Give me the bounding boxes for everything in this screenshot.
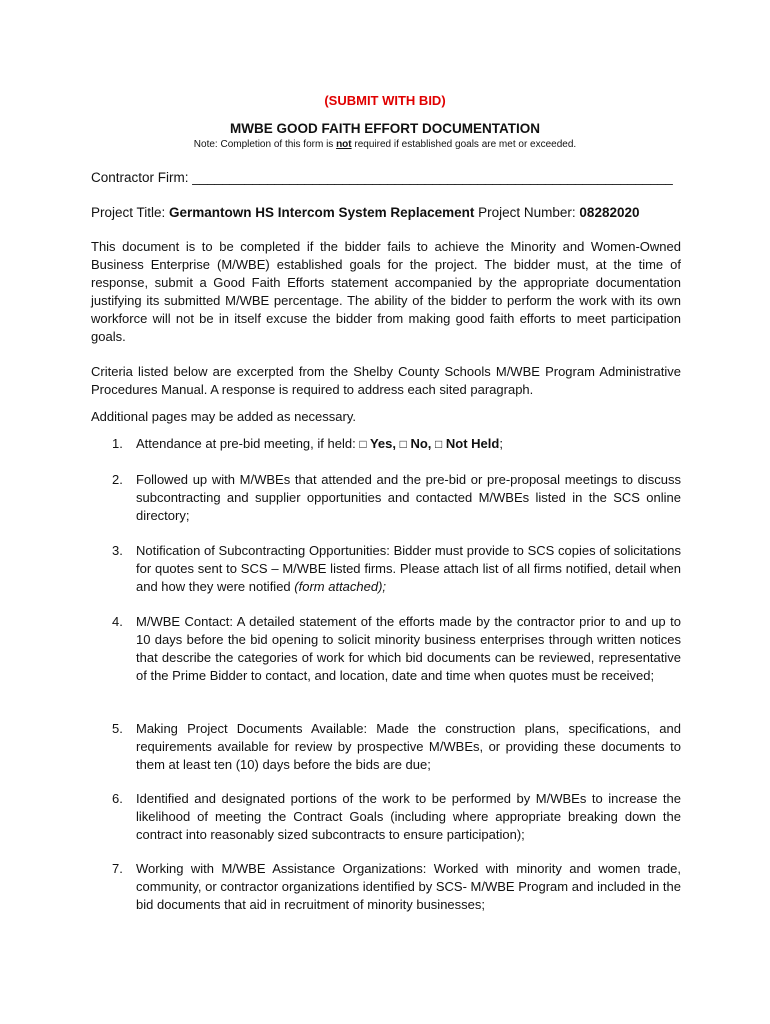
page-title: MWBE GOOD FAITH EFFORT DOCUMENTATION: [230, 121, 540, 136]
list-item-text: Working with M/WBE Assistance Organizations: Worked with minority and women trade, community, or contractor organizations identified by SCS- M/WBE Program and included in the bid documents that aid in recruitment of minority businesses;: [136, 861, 681, 912]
project-number-value: 08282020: [579, 205, 640, 220]
contractor-firm-line: [91, 170, 681, 185]
list-item-number: 5.: [112, 721, 123, 736]
list-item: [91, 613, 681, 685]
prebid-question: Attendance at pre-bid meeting, if held:: [136, 436, 360, 451]
submit-with-bid-notice: (SUBMIT WITH BID): [324, 93, 446, 108]
additional-pages-paragraph: Additional pages may be added as necessary.: [91, 409, 356, 424]
option-no-label: No,: [406, 436, 432, 451]
checkbox-yes[interactable]: □: [359, 437, 367, 451]
project-title-label: Project Title:: [91, 205, 170, 220]
list-item: [91, 471, 681, 525]
list-item: [91, 790, 681, 844]
list-item-text: Identified and designated portions of the work to be performed by M/WBEs to increase the likelihood of meeting the Contract Goals (including where appropriate breaking down the contract into reasonably sized subcontracts to ensure participation);: [136, 791, 681, 842]
list-item-number: 7.: [112, 861, 123, 876]
form-attached-note: (form attached);: [294, 579, 387, 594]
list-item: [91, 435, 681, 453]
intro-paragraph: This document is to be completed if the bidder fails to achieve the Minority and Women-Owned Business Enterprise (M/WBE) established goals for the project. The bidder must, at the time of response, submit a Good Faith Efforts statement accompanied by the appropriate documentation justifying its submitted M/WBE percentage. The ability of the bidder to perform the work with its own workforce will not be in itself excuse the bidder from making good faith efforts to meet participation goals.: [91, 239, 681, 344]
note-suffix: required if established goals are met or exceeded.: [351, 139, 577, 150]
list-item-number: 3.: [112, 543, 123, 558]
project-line: [91, 205, 681, 220]
contractor-firm-label: Contractor Firm:: [91, 170, 193, 185]
option-yes-label: Yes,: [366, 436, 396, 451]
contractor-firm-blank[interactable]: ________________________________________________________________: [192, 170, 673, 185]
option-not-held-label: Not Held: [442, 436, 500, 451]
list-item-text: [136, 542, 681, 596]
list-item: [91, 720, 681, 774]
list-item: [91, 542, 681, 596]
list-item-text: Followed up with M/WBEs that attended and the pre-bid or pre-proposal meetings to discuss subcontracting and supplier opportunities and contacted M/WBEs listed in the SCS online directory;: [136, 472, 681, 523]
list-item-number: 4.: [112, 614, 123, 629]
list-item-text: M/WBE Contact: A detailed statement of the efforts made by the contractor prior to and up to 10 days before the bid opening to solicit minority business enterprises through written notices that describe the categories of work for which bid documents can be reviewed, representative of the Prime Bidder to contact, and location, date and time when quotes must be received;: [136, 614, 681, 683]
list-item-number: 1.: [112, 436, 123, 451]
note-emphasis: not: [336, 139, 352, 150]
project-title-value: Germantown HS Intercom System Replacement: [169, 205, 475, 220]
list-item-text: [136, 435, 681, 453]
checkbox-not-held[interactable]: □: [435, 437, 443, 451]
checkbox-no[interactable]: □: [399, 437, 407, 451]
note-prefix: Note: Completion of this form is: [193, 139, 337, 150]
project-number-label: Project Number:: [474, 205, 580, 220]
list-item-number: 6.: [112, 791, 123, 806]
completion-note: [0, 139, 770, 150]
list-item: [91, 860, 681, 914]
list-item-body: Notification of Subcontracting Opportunities: Bidder must provide to SCS copies of solicitations for quotes sent to SCS – M/WBE listed firms. Please attach list of all firms notified, detail when and how they were notified: [136, 543, 681, 594]
list-item-number: 2.: [112, 472, 123, 487]
criteria-paragraph: Criteria listed below are excerpted from the Shelby County Schools M/WBE Program Administrative Procedures Manual. A response is required to address each sited paragraph.: [91, 364, 681, 397]
item-end: ;: [499, 436, 503, 451]
list-item-text: Making Project Documents Available: Made the construction plans, specifications, and requirements available for review by prospective M/WBEs, or providing these documents to them at least ten (10) days before the bids are due;: [136, 721, 681, 772]
